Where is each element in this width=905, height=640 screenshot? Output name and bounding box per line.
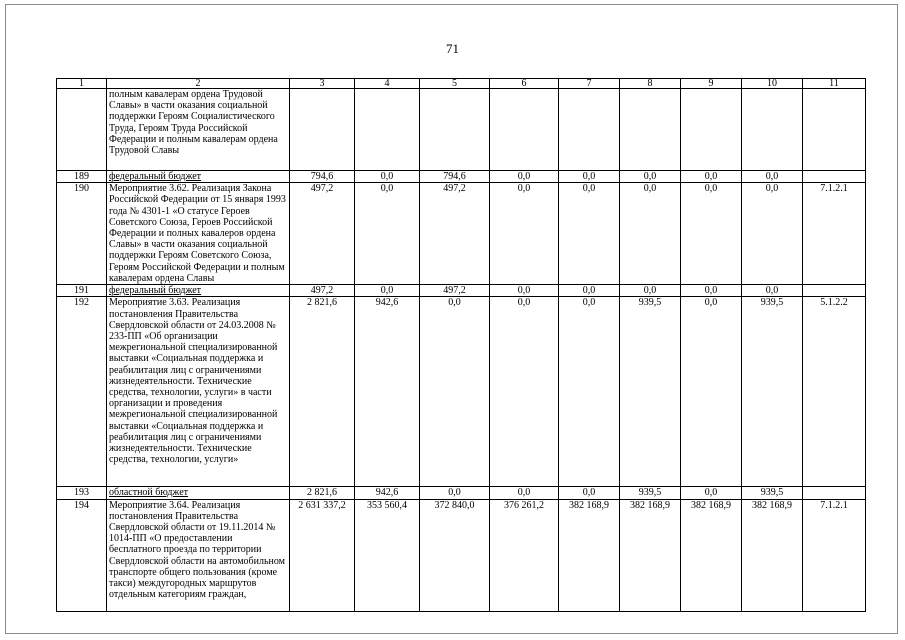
target-code [803, 171, 866, 183]
value-cell [742, 89, 803, 171]
row-number: 191 [57, 285, 107, 297]
value-cell: 0,0 [742, 171, 803, 183]
column-header: 7 [559, 79, 620, 89]
value-cell: 0,0 [681, 183, 742, 285]
value-cell: 376 261,2 [490, 499, 559, 611]
column-number-row [57, 79, 866, 89]
column-header: 5 [420, 79, 490, 89]
table-row [57, 171, 866, 183]
target-code: 7.1.2.1 [803, 183, 866, 285]
table-row [57, 183, 866, 285]
value-cell: 0,0 [559, 487, 620, 499]
value-cell: 497,2 [290, 183, 355, 285]
value-cell: 0,0 [559, 285, 620, 297]
value-cell: 939,5 [620, 297, 681, 487]
value-cell: 382 168,9 [742, 499, 803, 611]
value-cell [620, 89, 681, 171]
row-number [57, 89, 107, 171]
row-number: 194 [57, 499, 107, 611]
target-code: 7.1.2.1 [803, 499, 866, 611]
value-cell: 0,0 [620, 183, 681, 285]
row-description: Мероприятие 3.63. Реализация постановления Правительства Свердловской области от 24.03.2008 № 233-ПП «Об организации межрегиональной специализированной выставки «Социальная поддержка и реабилитация лиц с ограничениями жизнедеятельности. Технические средства, технологии, услуги» в части организации и проведения межрегиональной специализированной выставки «Социальная поддержка и реабилитация лиц с ограничениями жизнедеятельности. Технические средства, технологии, услуги» [107, 297, 290, 487]
value-cell: 0,0 [620, 285, 681, 297]
value-cell [420, 89, 490, 171]
value-cell: 0,0 [559, 297, 620, 487]
row-number: 190 [57, 183, 107, 285]
value-cell [681, 89, 742, 171]
value-cell: 353 560,4 [355, 499, 420, 611]
row-description: Мероприятие 3.62. Реализация Закона Российской Федерации от 15 января 1993 года № 4301-1 «О статусе Героев Советского Союза, Героев Российской Федерации и полных кавалеров ордена Славы» в части оказания социальной поддержки Героям Советского Союза, Героям Российской Федерации и полным кавалерам ордена Славы [107, 183, 290, 285]
value-cell: 0,0 [620, 171, 681, 183]
column-header: 10 [742, 79, 803, 89]
value-cell: 0,0 [490, 285, 559, 297]
value-cell: 0,0 [490, 171, 559, 183]
value-cell: 0,0 [355, 285, 420, 297]
value-cell: 942,6 [355, 487, 420, 499]
value-cell: 0,0 [681, 487, 742, 499]
row-description: полным кавалерам ордена Трудовой Славы» в части оказания социальной поддержки Героям Социалистического Труда, Героям Труда Российской Федерации и полным кавалерам ордена Трудовой Славы [107, 89, 290, 171]
table-row [57, 285, 866, 297]
column-header: 4 [355, 79, 420, 89]
value-cell: 0,0 [559, 171, 620, 183]
row-description: Мероприятие 3.64. Реализация постановления Правительства Свердловской области от 19.11.2014 № 1014-ПП «О предоставлении бесплатного проезда по территории Свердловской области на автомобильном транспорте общего пользования (кроме такси) междугородных маршрутов отдельным категориям граждан, [107, 499, 290, 611]
value-cell: 372 840,0 [420, 499, 490, 611]
value-cell [355, 89, 420, 171]
value-cell: 0,0 [355, 183, 420, 285]
value-cell: 382 168,9 [620, 499, 681, 611]
value-cell: 939,5 [620, 487, 681, 499]
target-code [803, 89, 866, 171]
column-header: 3 [290, 79, 355, 89]
value-cell [559, 89, 620, 171]
value-cell [490, 89, 559, 171]
column-header: 2 [107, 79, 290, 89]
value-cell: 0,0 [490, 183, 559, 285]
value-cell: 382 168,9 [681, 499, 742, 611]
column-header: 1 [57, 79, 107, 89]
value-cell [290, 89, 355, 171]
row-description: областной бюджет [107, 487, 290, 499]
value-cell: 0,0 [742, 183, 803, 285]
column-header: 11 [803, 79, 866, 89]
value-cell: 497,2 [290, 285, 355, 297]
value-cell: 497,2 [420, 183, 490, 285]
row-number: 193 [57, 487, 107, 499]
row-number: 189 [57, 171, 107, 183]
value-cell: 0,0 [490, 297, 559, 487]
column-header: 9 [681, 79, 742, 89]
table-row [57, 89, 866, 171]
value-cell: 0,0 [681, 297, 742, 487]
value-cell: 497,2 [420, 285, 490, 297]
row-number: 192 [57, 297, 107, 487]
target-code [803, 285, 866, 297]
value-cell: 2 631 337,2 [290, 499, 355, 611]
value-cell: 0,0 [355, 171, 420, 183]
value-cell: 794,6 [290, 171, 355, 183]
value-cell: 939,5 [742, 297, 803, 487]
value-cell: 942,6 [355, 297, 420, 487]
value-cell: 2 821,6 [290, 487, 355, 499]
value-cell: 382 168,9 [559, 499, 620, 611]
value-cell: 0,0 [742, 285, 803, 297]
budget-table [56, 78, 866, 612]
row-description: федеральный бюджет [107, 285, 290, 297]
value-cell: 0,0 [559, 183, 620, 285]
target-code [803, 487, 866, 499]
value-cell: 0,0 [420, 297, 490, 487]
value-cell: 794,6 [420, 171, 490, 183]
row-description: федеральный бюджет [107, 171, 290, 183]
target-code: 5.1.2.2 [803, 297, 866, 487]
table-row [57, 499, 866, 611]
table-row [57, 297, 866, 487]
column-header: 8 [620, 79, 681, 89]
page-number: 71 [446, 41, 459, 56]
value-cell: 939,5 [742, 487, 803, 499]
value-cell: 0,0 [681, 171, 742, 183]
value-cell: 0,0 [420, 487, 490, 499]
column-header: 6 [490, 79, 559, 89]
value-cell: 0,0 [490, 487, 559, 499]
value-cell: 2 821,6 [290, 297, 355, 487]
value-cell: 0,0 [681, 285, 742, 297]
table-row [57, 487, 866, 499]
